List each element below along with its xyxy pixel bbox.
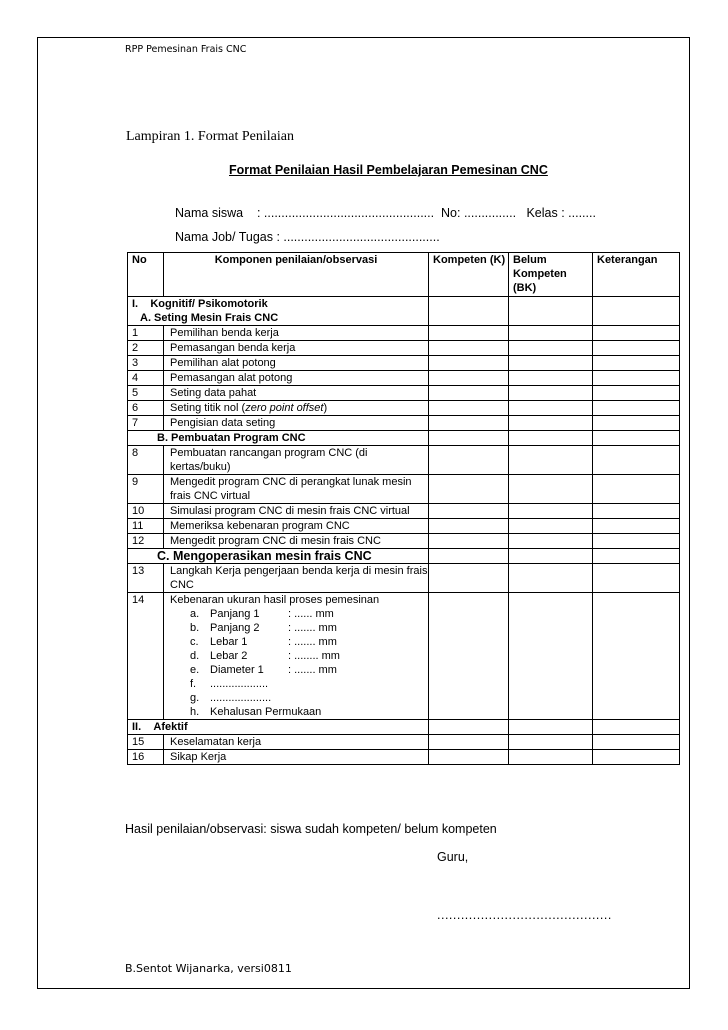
keterangan-cell[interactable] xyxy=(593,446,680,475)
row-description: Seting data pahat xyxy=(164,386,429,401)
measurement-item xyxy=(190,621,428,635)
row-description: Memeriksa kebenaran program CNC xyxy=(164,519,429,534)
keterangan-cell[interactable] xyxy=(593,371,680,386)
table-header-row xyxy=(128,253,680,297)
page-header: RPP Pemesinan Frais CNC xyxy=(125,44,247,55)
kompeten-cell[interactable] xyxy=(429,519,509,534)
keterangan-cell[interactable] xyxy=(593,386,680,401)
belum-kompeten-cell[interactable] xyxy=(509,386,593,401)
measurement-letter: f. xyxy=(190,678,197,690)
row-number: 15 xyxy=(128,735,164,750)
row-number: 13 xyxy=(128,564,164,593)
section-2-title: Afektif xyxy=(153,721,188,733)
assessment-table xyxy=(127,252,680,765)
kompeten-cell[interactable] xyxy=(429,356,509,371)
measurement-item xyxy=(190,649,428,663)
keterangan-cell[interactable] xyxy=(593,356,680,371)
row-description: Pemilihan alat potong xyxy=(164,356,429,371)
table-row xyxy=(128,750,680,765)
belum-kompeten-cell[interactable] xyxy=(509,416,593,431)
measurement-letter: h. xyxy=(190,706,200,718)
row-number: 6 xyxy=(128,401,164,416)
section-row xyxy=(128,549,680,564)
table-row xyxy=(128,371,680,386)
row-description: Seting titik nol (zero point offset) xyxy=(164,401,429,416)
row-number: 12 xyxy=(128,534,164,549)
measurement-item xyxy=(190,705,428,719)
measurement-letter: a. xyxy=(190,608,200,620)
kompeten-cell[interactable] xyxy=(429,446,509,475)
row-number: 3 xyxy=(128,356,164,371)
section-row xyxy=(128,431,680,446)
row-description: Sikap Kerja xyxy=(164,750,429,765)
measurement-value: : ...... mm xyxy=(288,608,334,620)
belum-kompeten-cell[interactable] xyxy=(509,446,593,475)
table-row xyxy=(128,519,680,534)
measurement-name: Diameter 1 xyxy=(210,664,264,676)
measurement-value: : ....... mm xyxy=(288,636,337,648)
belum-kompeten-cell[interactable] xyxy=(509,371,593,386)
header-komponen: Komponen penilaian/observasi xyxy=(164,253,429,297)
belum-kompeten-cell[interactable] xyxy=(509,341,593,356)
row-description xyxy=(164,593,429,720)
keterangan-cell[interactable] xyxy=(593,401,680,416)
form-title: Format Penilaian Hasil Pembelajaran Pemesinan CNC xyxy=(229,163,548,177)
keterangan-cell[interactable] xyxy=(593,504,680,519)
table-row xyxy=(128,386,680,401)
row-number: 9 xyxy=(128,475,164,504)
keterangan-cell[interactable] xyxy=(593,564,680,593)
section-2-num: II. xyxy=(132,721,142,733)
measurement-name: ................... xyxy=(210,678,269,690)
measurement-name: Kehalusan Permukaan xyxy=(210,706,322,718)
table-row xyxy=(128,504,680,519)
kompeten-cell[interactable] xyxy=(429,534,509,549)
measurement-name: .................... xyxy=(210,692,272,704)
assessment-result: Hasil penilaian/observasi: siswa sudah kompeten/ belum kompeten xyxy=(125,822,497,836)
row-description: Pemasangan alat potong xyxy=(164,371,429,386)
table-row xyxy=(128,534,680,549)
section-1-num: I. xyxy=(132,298,139,310)
section-2-cell xyxy=(128,720,429,735)
measurement-list xyxy=(170,607,428,719)
sub-b-heading: B. Pembuatan Program CNC xyxy=(128,431,429,446)
header-kompeten: Kompeten (K) xyxy=(429,253,509,297)
row-description: Simulasi program CNC di mesin frais CNC virtual xyxy=(164,504,429,519)
kompeten-cell[interactable] xyxy=(429,326,509,341)
measurement-letter: c. xyxy=(190,636,199,648)
measurement-item xyxy=(190,677,428,691)
keterangan-cell[interactable] xyxy=(593,750,680,765)
row-number: 1 xyxy=(128,326,164,341)
table-row xyxy=(128,401,680,416)
kompeten-cell[interactable] xyxy=(429,564,509,593)
kompeten-cell[interactable] xyxy=(429,750,509,765)
belum-kompeten-cell[interactable] xyxy=(509,504,593,519)
row-description: Mengedit program CNC di perangkat lunak mesin frais CNC virtual xyxy=(164,475,429,504)
appendix-heading: Lampiran 1. Format Penilaian xyxy=(126,129,294,144)
measurement-item xyxy=(190,607,428,621)
row-number: 16 xyxy=(128,750,164,765)
page-footer: B.Sentot Wijanarka, versi0811 xyxy=(125,962,292,975)
row-number: 14 xyxy=(128,593,164,720)
keterangan-cell[interactable] xyxy=(593,519,680,534)
sub-c-heading: C. Mengoperasikan mesin frais CNC xyxy=(128,549,429,564)
measurement-name: Lebar 2 xyxy=(210,650,248,662)
section-1-title: Kognitif/ Psikomotorik xyxy=(150,298,268,310)
row-description: Keselamatan kerja xyxy=(164,735,429,750)
header-no: No xyxy=(128,253,164,297)
kompeten-cell[interactable] xyxy=(429,593,509,720)
row-description: Pengisian data seting xyxy=(164,416,429,431)
measurement-item xyxy=(190,691,428,705)
measurement-item xyxy=(190,663,428,677)
row-number: 8 xyxy=(128,446,164,475)
keterangan-cell[interactable] xyxy=(593,735,680,750)
belum-kompeten-cell[interactable] xyxy=(509,356,593,371)
table-row xyxy=(128,326,680,341)
row-description: Pembuatan rancangan program CNC (di kertas/buku) xyxy=(164,446,429,475)
table-row xyxy=(128,341,680,356)
table-row xyxy=(128,416,680,431)
belum-kompeten-cell[interactable] xyxy=(509,519,593,534)
table-row xyxy=(128,735,680,750)
kompeten-cell[interactable] xyxy=(429,386,509,401)
table-row xyxy=(128,446,680,475)
measurement-letter: b. xyxy=(190,622,200,634)
keterangan-cell[interactable] xyxy=(593,593,680,720)
kompeten-cell[interactable] xyxy=(429,504,509,519)
row-14-description: Kebenaran ukuran hasil proses pemesinan xyxy=(170,594,380,606)
measurement-name: Lebar 1 xyxy=(210,636,248,648)
belum-kompeten-cell[interactable] xyxy=(509,735,593,750)
row-number: 2 xyxy=(128,341,164,356)
header-keterangan: Keterangan xyxy=(593,253,680,297)
kompeten-cell[interactable] xyxy=(429,475,509,504)
kompeten-cell[interactable] xyxy=(429,735,509,750)
student-name-line: Nama siswa : ................................................. No: ............... Kelas : ........ xyxy=(175,206,596,220)
row-description: Langkah Kerja pengerjaan benda kerja di mesin frais CNC xyxy=(164,564,429,593)
section-row xyxy=(128,720,680,735)
row-description: Mengedit program CNC di mesin frais CNC xyxy=(164,534,429,549)
belum-kompeten-cell[interactable] xyxy=(509,593,593,720)
teacher-label: Guru, xyxy=(437,850,469,864)
measurement-name: Panjang 1 xyxy=(210,608,260,620)
row-number: 4 xyxy=(128,371,164,386)
measurement-name: Panjang 2 xyxy=(210,622,260,634)
signature-line: ............................................ xyxy=(437,908,612,922)
belum-kompeten-cell[interactable] xyxy=(509,750,593,765)
keterangan-cell[interactable] xyxy=(593,341,680,356)
row-number: 5 xyxy=(128,386,164,401)
measurement-letter: g. xyxy=(190,692,200,704)
belum-kompeten-cell[interactable] xyxy=(509,475,593,504)
keterangan-cell[interactable] xyxy=(593,534,680,549)
row-number: 10 xyxy=(128,504,164,519)
row-description: Pemasangan benda kerja xyxy=(164,341,429,356)
measurement-letter: e. xyxy=(190,664,200,676)
row-number: 11 xyxy=(128,519,164,534)
measurement-value: : ....... mm xyxy=(288,622,337,634)
belum-kompeten-cell[interactable] xyxy=(509,326,593,341)
section-1-cell xyxy=(128,297,429,326)
table-row xyxy=(128,475,680,504)
header-belum-kompeten: Belum Kompeten (BK) xyxy=(509,253,593,297)
keterangan-cell[interactable] xyxy=(593,475,680,504)
kompeten-cell[interactable] xyxy=(429,401,509,416)
sub-a-heading: A. Seting Mesin Frais CNC xyxy=(140,312,279,324)
measurement-item xyxy=(190,635,428,649)
keterangan-cell[interactable] xyxy=(593,326,680,341)
keterangan-cell[interactable] xyxy=(593,416,680,431)
row-description: Pemilihan benda kerja xyxy=(164,326,429,341)
table-row xyxy=(128,356,680,371)
table-row xyxy=(128,593,680,720)
kompeten-cell[interactable] xyxy=(429,341,509,356)
row-number: 7 xyxy=(128,416,164,431)
belum-kompeten-cell[interactable] xyxy=(509,534,593,549)
table-row xyxy=(128,564,680,593)
kompeten-cell[interactable] xyxy=(429,371,509,386)
measurement-letter: d. xyxy=(190,650,200,662)
job-name-line: Nama Job/ Tugas : ............................................. xyxy=(175,230,440,244)
belum-kompeten-cell[interactable] xyxy=(509,401,593,416)
measurement-value: : ....... mm xyxy=(288,664,337,676)
belum-kompeten-cell[interactable] xyxy=(509,564,593,593)
kompeten-cell[interactable] xyxy=(429,416,509,431)
measurement-value: : ........ mm xyxy=(288,650,340,662)
section-row xyxy=(128,297,680,326)
